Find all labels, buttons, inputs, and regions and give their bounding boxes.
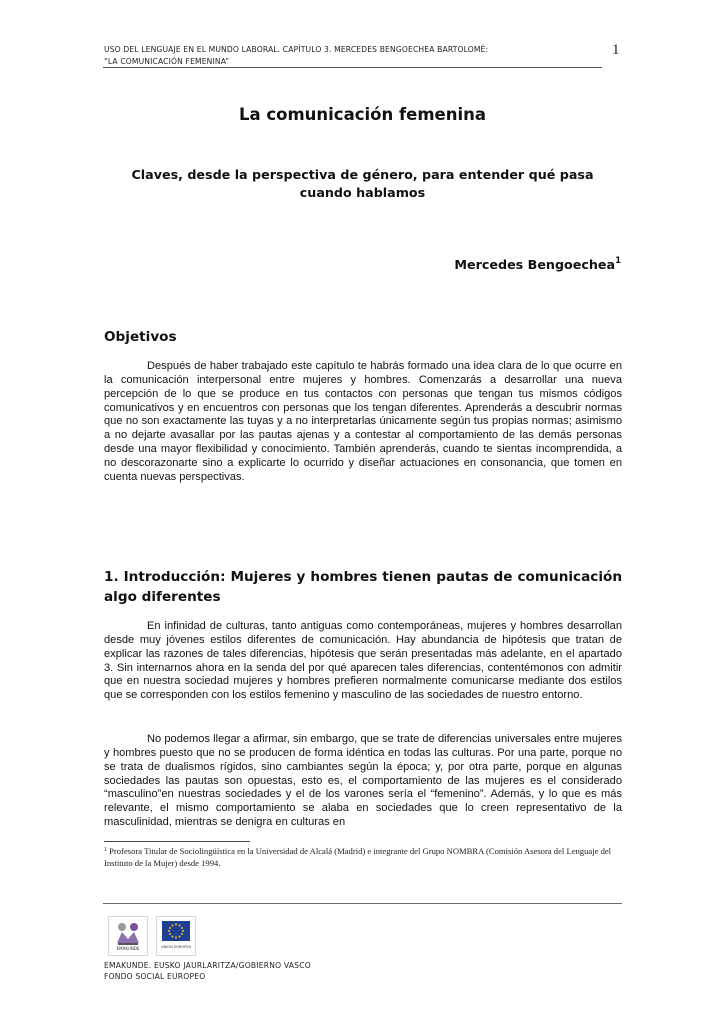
header-divider (103, 67, 602, 68)
introduction-paragraph-2: No podemos llegar a afirmar, sin embargo, que se trate de diferencias universales entre mujeres y hombres puesto que no se producen de forma idéntica en todas las culturas. Por una parte, porque no se trata de dualismos rígidos, sino cambiantes según la época; y, por otra parte, porque en algunas sociedades las pautas son opuestas, esto es, el comportamiento de las mujeres es el considerado “masculino”en nuestras sociedades y el de los varones sería el “femenino”. Además, y lo que es más relevante, el mismo comportamiento se alaba en sociedades que lo creen representativo de la masculinidad, mientras se denigra en culturas en (104, 733, 622, 829)
page-number: 1 (612, 42, 620, 58)
eu-logo-lettering: UNIÓN EUROPEA (160, 945, 192, 949)
footer-divider (103, 903, 622, 904)
objectives-heading: Objetivos (104, 329, 177, 345)
emakunde-logo-lettering: EMAKUNDE (116, 946, 140, 951)
footnote (104, 845, 622, 869)
emakunde-logo (108, 916, 148, 956)
eu-flag-icon (157, 917, 195, 955)
document-subtitle: Claves, desde la perspectiva de género, para entender qué pasa cuando hablamos (131, 167, 594, 200)
footnote-mark: 1 (104, 847, 107, 853)
running-header-line-1: USO DEL LENGUAJE EN EL MUNDO LABORAL. CAPÍTULO 3. MERCEDES BENGOECHEA BARTOLOMÉ: (104, 45, 489, 54)
emakunde-logo-graphic (109, 917, 147, 955)
running-header-line-2: “LA COMUNICACIÓN FEMENINA” (104, 57, 230, 66)
document-title: La comunicación femenina (238, 105, 487, 124)
introduction-paragraph-1: En infinidad de culturas, tanto antiguas como contemporáneas, mujeres y hombres desarrollan desde muy jóvenes estilos diferentes de comunicación. Hay abundancia de hipótesis que tratan de explicar las razones de tales diferencias, hipótesis que serán presentadas más adelante, en el apartado 3. Sin internarnos ahora en la senda del por qué aparecen tales diferencias, contentémonos con admitir que en nuestra sociedad mujeres y hombres prefieren normalmente comunicarse mediante dos estilos que se corresponden con los estilos femenino y masculino de las sociedades de nuestro entorno. (104, 620, 622, 702)
footer-text (104, 960, 311, 982)
author-footnote-mark[interactable]: 1 (615, 256, 621, 266)
footnote-text: Profesora Titular de Sociolingüística en la Universidad de Alcalá (Madrid) e integrante del Grupo NOMBRA (Comisión Asesora del Lenguaje del Instituto de la Mujer) desde 1994. (104, 846, 612, 868)
author-name (454, 256, 621, 274)
running-header (104, 44, 524, 68)
eu-logo (156, 916, 196, 956)
objectives-paragraph: Después de haber trabajado este capítulo te habrás formado una idea clara de lo que ocurre en la comunicación interpersonal entre mujeres y hombres. Comenzarás a desarrollar una nueva percepción de lo que se produce en tus contactos con personas que tengan tus mismos códigos comunicativos y en encuentros con personas que los tengan diferentes. Aprenderás a descubrir normas que no son exactamente las tuyas y a no interpretarlas únicamente según tus propias normas; asimismo a no dejarte avasallar por las pautas ajenas y a contestar al comportamiento de las demás personas desde una mayor flexibilidad y conocimiento. También aprenderás, cuando te sientas incomprendida, a no descorazonarte sino a explicarte lo ocurrido y diseñar actuaciones en consonancia, que tomen en cuenta nuevas perspectivas. (104, 360, 622, 483)
introduction-heading: 1. Introducción: Mujeres y hombres tienen pautas de comunicación algo diferentes (104, 569, 622, 605)
footer-line-2: FONDO SOCIAL EUROPEO (104, 972, 206, 981)
author-name-text: Mercedes Bengoechea (454, 257, 616, 272)
footer-line-1: EMAKUNDE. EUSKO JAURLARITZA/GOBIERNO VASCO (104, 961, 311, 970)
footnote-divider (104, 841, 250, 842)
